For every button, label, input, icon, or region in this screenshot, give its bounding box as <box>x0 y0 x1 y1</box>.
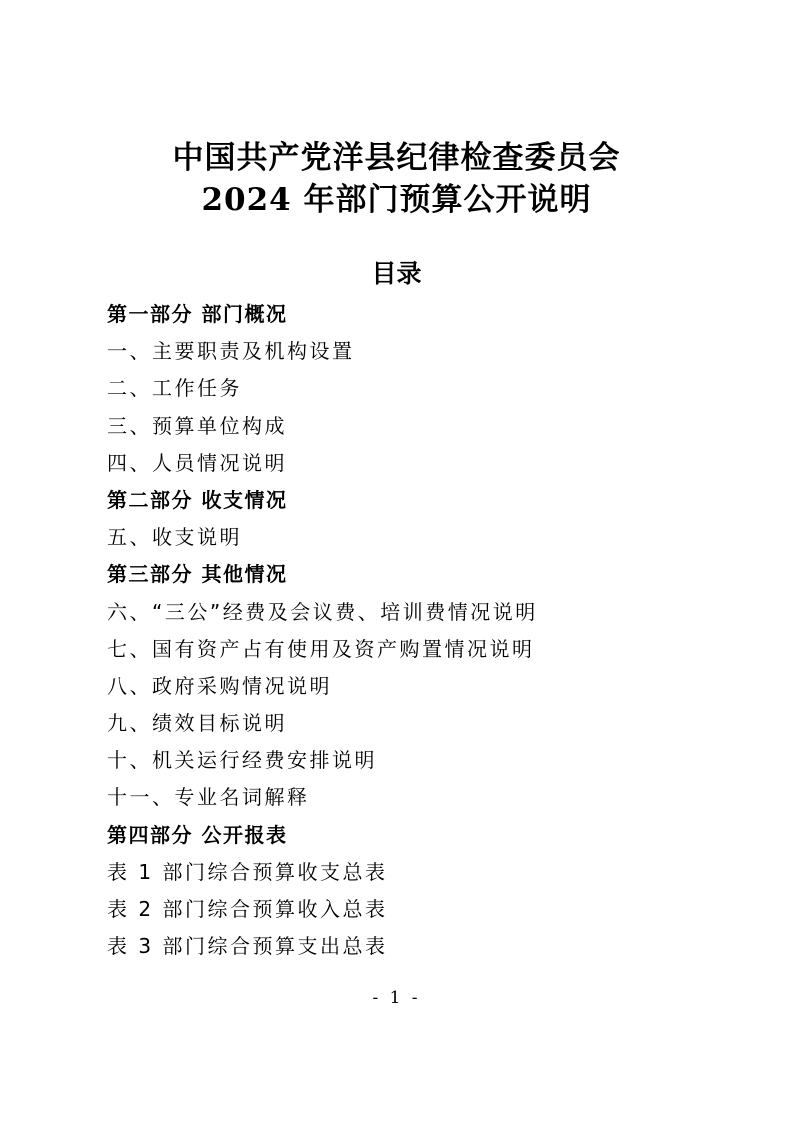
toc-entry: 八、政府采购情况说明 <box>107 673 332 698</box>
toc-part-heading: 第四部分 公开报表 <box>107 822 288 847</box>
toc-table-entry: 表 2 部门综合预算收入总表 <box>107 897 388 921</box>
toc-entry: 一、主要职责及机构设置 <box>107 339 355 364</box>
toc-entry: 六、“三公”经费及会议费、培训费情况说明 <box>107 599 538 624</box>
toc-entry: 二、工作任务 <box>107 376 242 401</box>
toc-entry: 四、人员情况说明 <box>107 450 287 475</box>
table-of-contents <box>107 296 727 965</box>
toc-entry: 三、预算单位构成 <box>107 413 287 438</box>
toc-table-entry: 表 1 部门综合预算收支总表 <box>107 859 388 884</box>
toc-table-entry: 表 3 部门综合预算支出总表 <box>107 934 388 959</box>
toc-part-heading: 第三部分 其他情况 <box>107 562 288 587</box>
toc-entry: 十一、专业名词解释 <box>107 785 310 810</box>
toc-part-heading: 第一部分 部门概况 <box>107 302 288 326</box>
document-title-line-2: 2024 年部门预算公开说明 <box>201 182 592 218</box>
toc-part-heading: 第二部分 收支情况 <box>107 487 288 512</box>
toc-entry: 五、收支说明 <box>107 525 242 550</box>
toc-heading: 目录 <box>371 259 422 288</box>
document-title-line-1: 中国共产党洋县纪律检查委员会 <box>172 140 621 176</box>
page-number: - 1 - <box>372 988 421 1008</box>
toc-entry: 九、绩效目标说明 <box>107 711 287 736</box>
toc-entry: 七、国有资产占有使用及资产购置情况说明 <box>107 636 535 661</box>
toc-entry: 十、机关运行经费安排说明 <box>107 748 377 773</box>
